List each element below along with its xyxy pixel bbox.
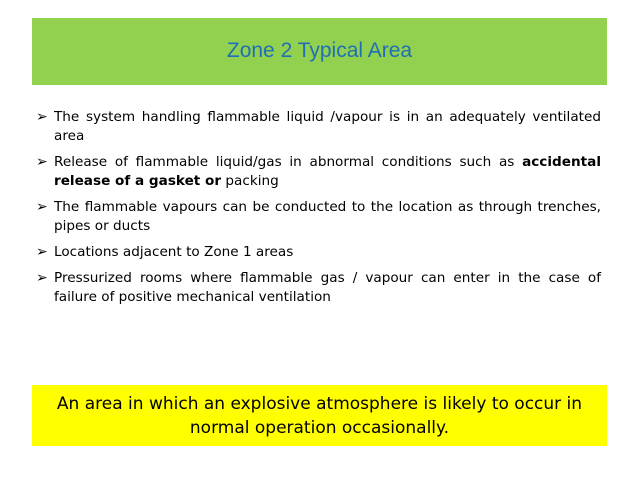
arrow-bullet-icon: ➢ [36,270,48,286]
bullet-text: packing [221,173,279,189]
arrow-bullet-icon: ➢ [36,244,48,260]
arrow-bullet-icon: ➢ [36,199,48,215]
bullet-list [36,108,601,314]
bullet-item [36,198,601,236]
bullet-item [36,269,601,307]
bullet-bold-text: accidental release of a gasket or [54,154,601,189]
definition-box [32,385,607,446]
bullet-text: Locations adjacent to Zone 1 areas [54,244,294,260]
slide-title: Zone 2 Typical Area [226,38,413,62]
arrow-bullet-icon: ➢ [36,109,48,125]
arrow-bullet-icon: ➢ [36,154,48,170]
bullet-text: The system handling flammable liquid /vapour is in an adequately ventilated area [54,109,601,144]
bullet-item [36,108,601,146]
definition-text: An area in which an explosive atmosphere is likely to occur in normal operation occasionally. [56,393,583,438]
bullet-item [36,153,601,191]
bullet-text: Release of flammable liquid/gas in abnormal conditions such as [54,154,523,170]
bullet-item [36,243,601,262]
bullet-text: Pressurized rooms where flammable gas / vapour can enter in the case of failure of positive mechanical ventilation [54,270,601,305]
title-bar [32,18,607,85]
bullet-text: The flammable vapours can be conducted to the location as through trenches, pipes or ducts [54,199,601,234]
